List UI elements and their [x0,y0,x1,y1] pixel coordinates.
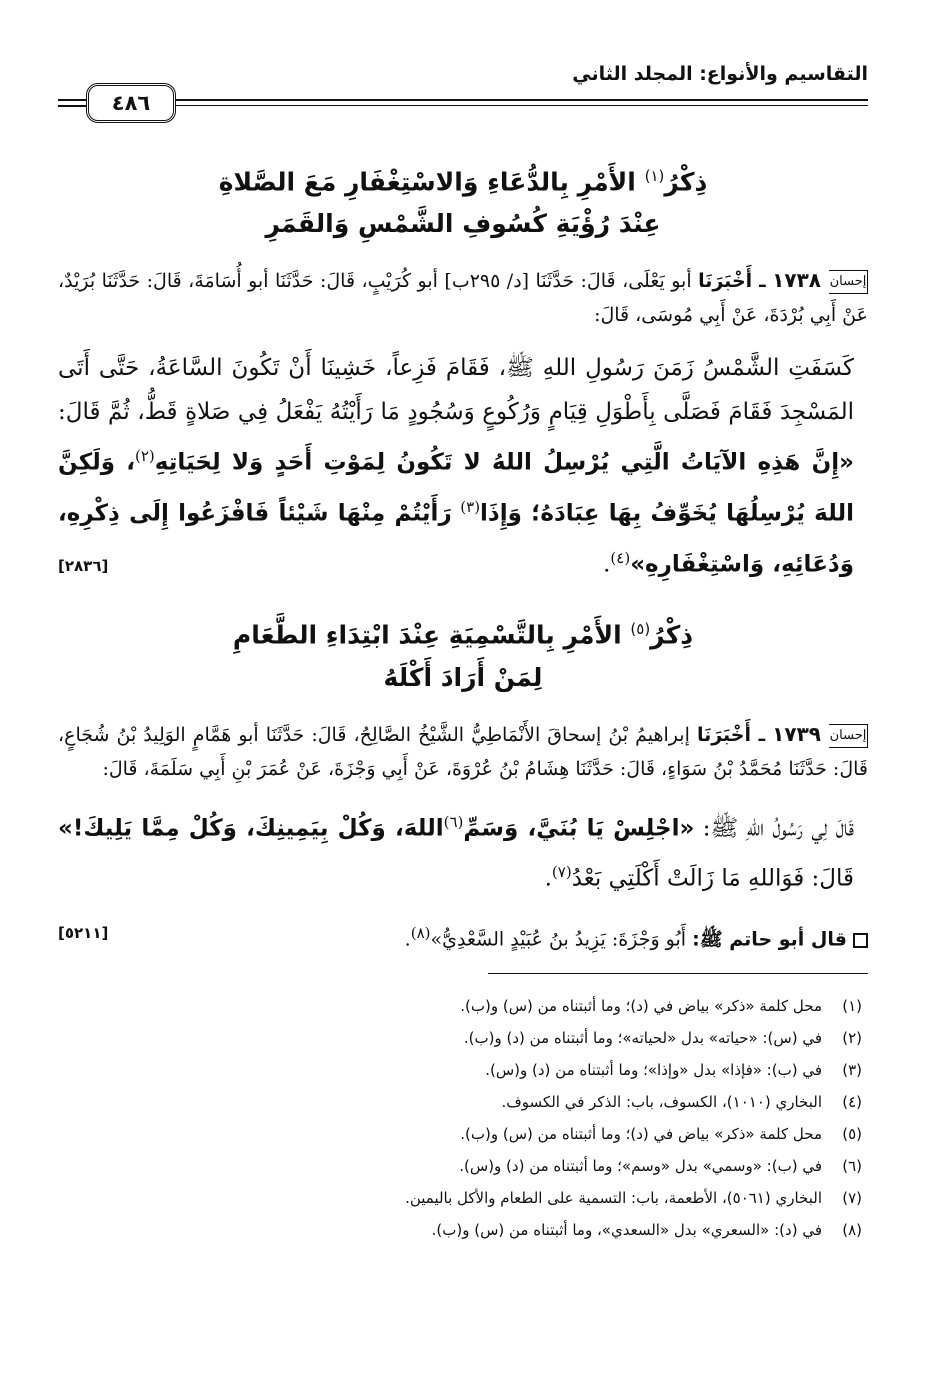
footnote-item: (٣)في (ب): «فإذا» بدل «وإذا»؛ وما أثبتناه من (د) و(س). [485,1061,862,1080]
section-title-2-line2: لِمَنْ أَرَادَ أَكْلَهُ [383,662,543,692]
header-rule-left [58,99,86,101]
isnad-text: أبو يَعْلَى، قَالَ: حَدَّثَنَا [د/ ٢٩٥ب] أبو كُرَيْبٍ، قَالَ: حَدَّثَنَا أبو أُسَامَةَ، قَالَ: حَدَّثَنَا بُرَيْدٌ، عَنْ أَبِي بُرْدَةَ، عَنْ أَبِي مُوسَى، قَالَ: [58,270,868,327]
section-title-2-line1: ذِكْرُ$^{(٥)}$ الأَمْرِ بِالتَّسْمِيَةِ عِنْدَ ابْتِدَاءِ الطَّعَامِ [232,620,694,650]
footnote-item: (١)محل كلمة «ذكر» بياض في (د)؛ وما أثبتناه من (س) و(ب). [460,997,862,1016]
hadith-marker: إحسان [829,724,868,748]
isnad-text: إبراهيمُ بْنُ إسحاقَ الأَنْمَاطِيُّ الشَّيْخُ الصَّالِحُ، قَالَ: حَدَّثَنَا أبو هَمَّامٍ الوَلِيدُ بْنُ شُجَاعٍ، قَالَ: حَدَّثَنَا مُحَمَّدُ بْنُ سَوَاءٍ، قَالَ: حَدَّثَنَا هِشَامُ بْنُ عُرْوَةَ، عَنْ أَبِي وَجْزَةَ، عَنْ عُمَرَ بْنِ أَبِي سَلَمَةَ، قَالَ: [58,723,868,780]
matn-text: كَسَفَتِ الشَّمْسُ زَمَنَ رَسُولِ اللهِ ﷺ، فَقَامَ فَزِعاً، خَشِينَا أَنْ تَكُونَ السَّاعَةُ، حَتَّى أَتَى المَسْجِدَ فَقَامَ فَصَلَّى بِأَطْوَلِ قِيَامٍ وَرُكُوعٍ وَسُجُودٍ مَا رَأَيْتُهُ يَفْعَلُ فِي صَلاةٍ قَطُّ، ثُمَّ قَالَ: [58,355,854,426]
page-number: ٤٨٦ [86,83,176,123]
matn-quote: «إِنَّ هَذِهِ الآيَاتُ الَّتِي يُرْسِلُ اللهُ لا تَكُونُ لِمَوْتِ أَحَدٍ وَلا لِحَيَاتِهِ [154,449,854,476]
footnote-item: (٤)البخاري (١٠١٠)، الكسوف، باب: الذكر في الكسوف. [501,1093,862,1112]
footnote-divider [488,973,868,974]
section-title-1-line1: ذِكْرُ$^{(١)}$ الأَمْرِ بِالدُّعَاءِ وَالاسْتِغْفَارِ مَعَ الصَّلاةِ [218,167,708,197]
akhbarana: ـ أَخْبَرَنَا [698,270,766,293]
header-rule-thin [120,105,868,106]
hadith-marker: إحسان [829,270,868,294]
footnote-ref: (٤) [610,548,631,567]
footnote-item: (٢)في (س): «حياته» بدل «لحياته»؛ وما أثبتناه من (د) و(ب). [463,1029,862,1048]
header-rule [120,99,868,101]
running-title: التقاسيم والأنواع: المجلد الثاني [572,63,868,85]
matn-quote: رَأَيْتُمْ مِنْهَا شَيْئاً فَافْزَعُوا إِلَى ذِكْرِهِ، وَدُعَائِهِ، وَاسْتِغْفَارِهِ» [58,500,854,578]
hadith-number: ١٧٣٩ [772,721,821,746]
footnote-item: (٧)البخاري (٥٠٦١)، الأطعمة، باب: التسمية على الطعام والأكل باليمين. [405,1189,862,1208]
footnote-item: (٨)في (د): «السعري» بدل «السعدي»، وما أثبتناه من (س) و(ب). [431,1221,862,1240]
footnote-ref: (٧) [551,863,572,882]
square-bullet-icon [853,933,868,948]
isnad-2 [58,717,868,786]
footnote-ref: (٢) [135,447,155,466]
footnote-item: (٥)محل كلمة «ذكر» بياض في (د)؛ وما أثبتناه من (س) و(ب). [460,1125,862,1144]
footnote-ref: (٣) [460,497,481,516]
footnote-ref: (٦) [443,812,464,831]
footnote-ref: (٥) [630,620,651,639]
note-label: قال أبو حاتم ﷺ: [692,928,847,951]
running-header [58,55,868,125]
section-title-1-line2: عِنْدَ رُؤْيَةِ كُسُوفِ الشَّمْسِ وَالقَمَرِ [265,209,661,239]
matn-2: قَالَ لِي رَسُولُ اللهِ ﷺ: «اجْلِسْ يَا بُنَيَّ، وَسَمِّ$^{(٦)}$اللهَ، وَكُلْ بِيَمِينِكَ، وَكُلْ مِمَّا يَلِيكَ!» قَالَ: فَوَاللهِ مَا زَالَتْ أَكْلَتِي بَعْدُ$^{(٧)}$. [58,812,855,892]
section-title-1 [58,155,868,245]
hadith-number: ١٧٣٨ [772,268,821,293]
footnote-item: (٦)في (ب): «وسمي» بدل «وسم»؛ وما أثبتناه من (د) و(س). [459,1157,862,1176]
book-page [58,55,868,1246]
matn-text: قَالَ: فَوَاللهِ مَا زَالَتْ أَكْلَتِي بَعْدُ [571,865,854,892]
matn-1: كَسَفَتِ الشَّمْسُ زَمَنَ رَسُولِ اللهِ ﷺ، فَقَامَ فَزِعاً، خَشِينَا أَنْ تَكُونَ السَّاعَةُ، حَتَّى أَتَى المَسْجِدَ فَقَامَ فَصَلَّى بِأَطْوَلِ قِيَامٍ وَرُكُوعٍ وَسُجُودٍ مَا رَأَيْتُهُ يَفْعَلُ فِي صَلاةٍ قَطُّ، ثُمَّ قَالَ: «إِنَّ هَذِهِ الآيَاتُ الَّتِي يُرْسِلُ اللهُ لا تَكُونُ لِمَوْتِ أَحَدٍ وَلا لِحَيَاتِهِ$^{(٢)}$، وَلَكِنَّ اللهَ يُرْسِلُهَا يُخَوِّفُ بِهَا عِبَادَهُ؛ وَإِذَا$^{(٣)}$ رَأَيْتُمْ مِنْهَا شَيْئاً فَافْزَعُوا إِلَى ذِكْرِهِ، وَدُعَائِهِ، وَاسْتِغْفَارِهِ»$^{(٤)}$. [٢٨٣٦] [58,346,868,586]
abu-hatim-note: قال أبو حاتم ﷺ: أَبُو وَجْزَةَ: يَزِيدُ بنُ عُبَيْدٍ السَّعْدِيُّ»$^{(٨)}$. [٥٢١١] [58,917,868,955]
isnad-1 [58,263,868,332]
cross-reference: [٢٨٣٦] [58,556,109,575]
footnotes [58,990,868,1246]
footnote-ref: (٨) [410,923,431,942]
akhbarana: ـ أَخْبَرَنَا [696,723,766,746]
section-title-2 [58,608,868,698]
matn-text: قَالَ لِي رَسُولُ اللهِ ﷺ: [702,815,855,842]
header-rule-left-thin [58,105,86,107]
footnote-ref: (١) [644,167,665,185]
cross-reference: [٥٢١١] [58,923,109,942]
matn-quote: «اجْلِسْ يَا بُنَيَّ، وَسَمِّ [463,815,695,842]
matn-quote: اللهَ، وَكُلْ بِيَمِينِكَ، وَكُلْ مِمَّا يَلِيكَ!» [58,815,444,842]
note-text: أَبُو وَجْزَةَ: يَزِيدُ بنُ عُبَيْدٍ السَّعْدِيُّ» [430,928,687,951]
matn-quote: ، وَلَكِنَّ اللهَ يُرْسِلُهَا يُخَوِّفُ بِهَا عِبَادَهُ؛ وَإِذَا [58,449,855,527]
